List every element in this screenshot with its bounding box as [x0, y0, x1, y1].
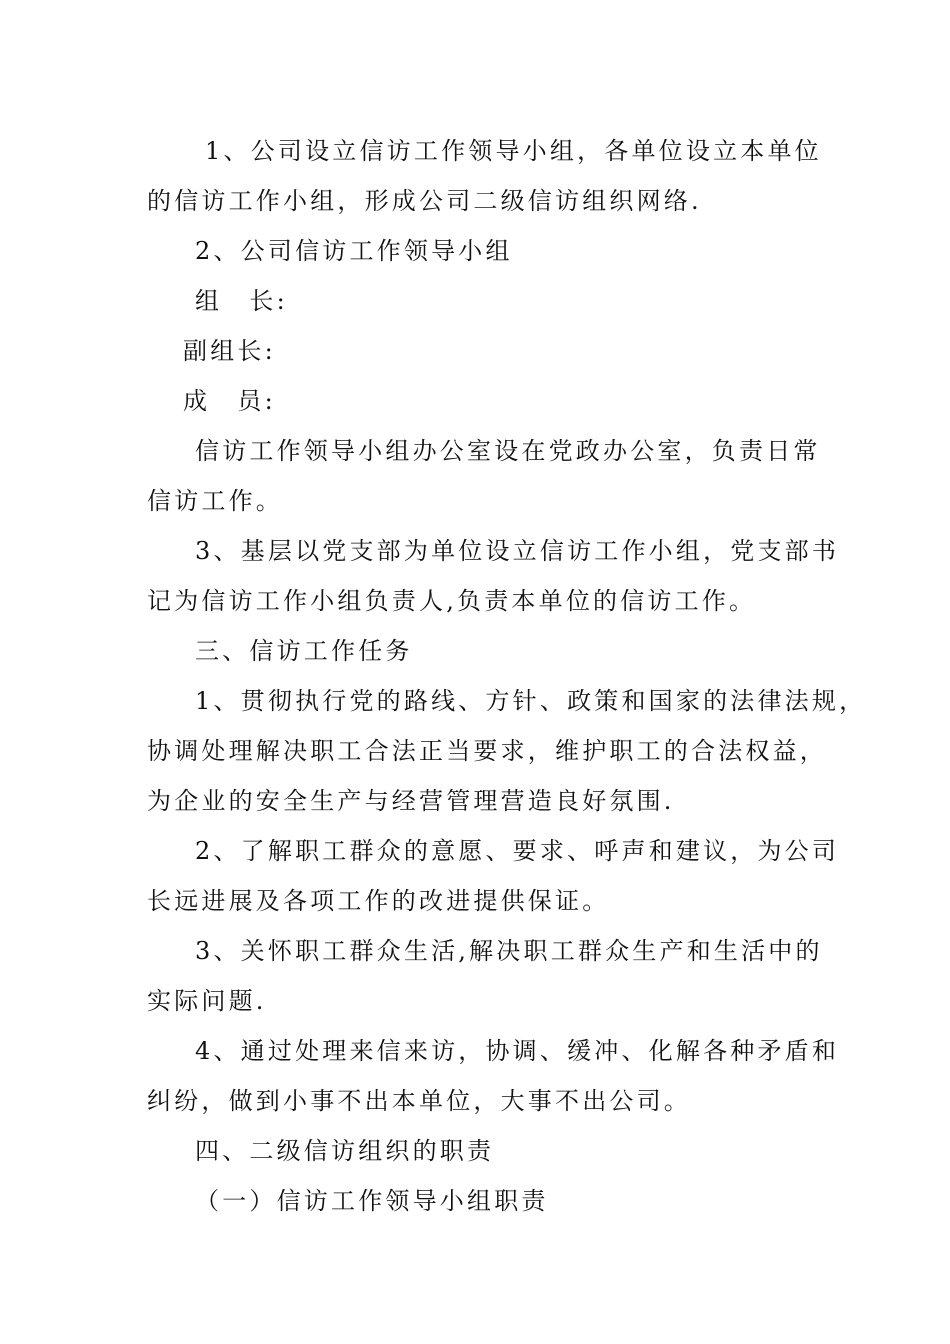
text-line: 成 员: — [183, 387, 276, 415]
text-line: 2、了解职工群众的意愿、要求、呼声和建议，为公司 — [195, 837, 840, 865]
section-heading: 四、二级信访组织的职责 — [195, 1137, 495, 1165]
text-line: 记为信访工作小组负责人,负责本单位的信访工作。 — [147, 587, 757, 615]
text-line: 3、关怀职工群众生活,解决职工群众生产和生活中的 — [195, 937, 823, 965]
text-line: 4、通过处理来信来访，协调、缓冲、化解各种矛盾和 — [195, 1037, 840, 1065]
text-line: 信访工作。 — [147, 487, 283, 515]
text-line: 协调处理解决职工合法正当要求，维护职工的合法权益， — [147, 737, 827, 765]
text-line: 1、公司设立信访工作领导小组，各单位设立本单位 — [205, 137, 822, 165]
text-line: 副组长: — [183, 337, 276, 365]
text-line: 为企业的安全生产与经营管理营造良好氛围. — [147, 787, 675, 815]
subsection-heading: （一）信访工作领导小组职责 — [195, 1187, 549, 1215]
text-line: 实际问题. — [147, 987, 267, 1015]
text-line: 2、公司信访工作领导小组 — [195, 237, 513, 265]
text-line: 组 长: — [195, 287, 288, 315]
text-line: 长远进展及各项工作的改进提供保证。 — [147, 887, 610, 915]
text-line: 信访工作领导小组办公室设在党政办公室，负责日常 — [195, 437, 821, 465]
text-line: 的信访工作小组，形成公司二级信访组织网络. — [147, 187, 702, 215]
text-line: 1、贯彻执行党的路线、方针、政策和国家的法律法规， — [195, 687, 867, 715]
text-line: 纠纷，做到小事不出本单位，大事不出公司。 — [147, 1087, 691, 1115]
text-line: 3、基层以党支部为单位设立信访工作小组，党支部书 — [195, 537, 840, 565]
section-heading: 三、信访工作任务 — [195, 637, 413, 665]
